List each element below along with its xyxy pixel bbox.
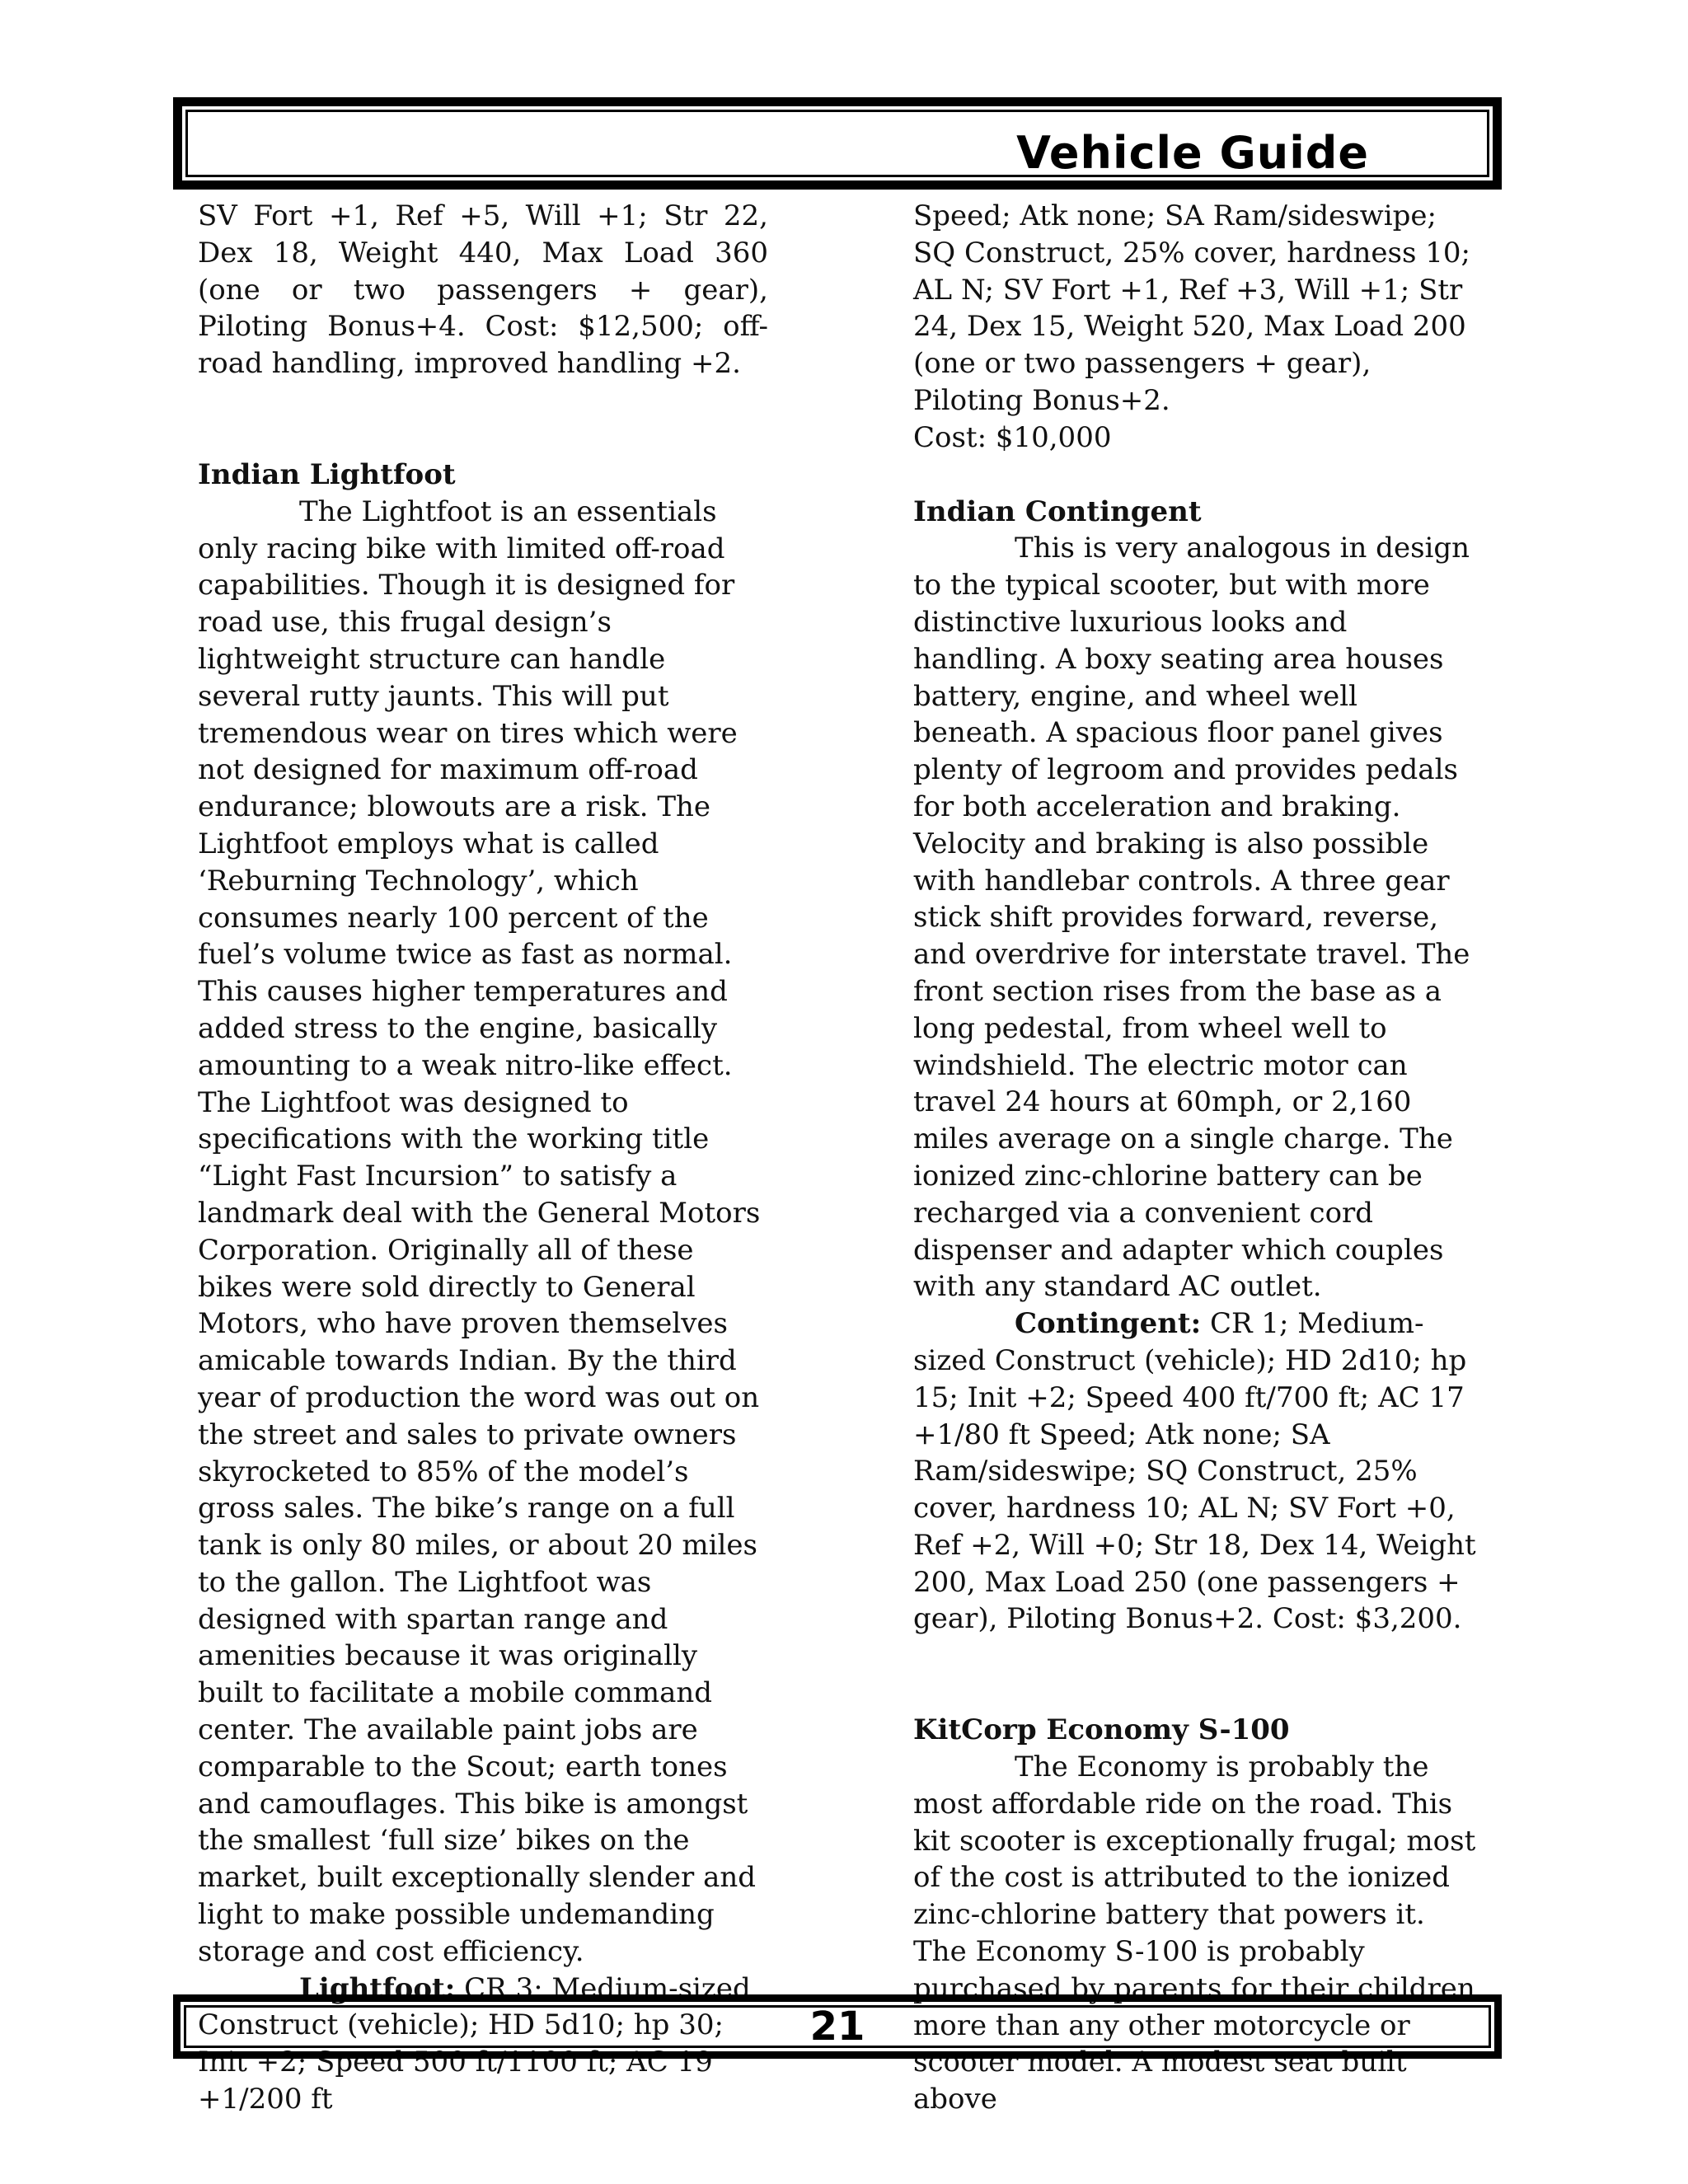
section-heading-kitcorp-economy: KitCorp Economy S-100: [913, 1713, 1290, 1747]
lightfoot-stat-text: CR 3; Medium-sized Construct (vehicle); HD 5d10; hp 30; Init +2; Speed 500 ft/1100 ft; AC 19 +1/200 ft: [198, 1971, 751, 2116]
section-heading-indian-contingent: Indian Contingent: [913, 494, 1202, 528]
lightfoot-description: The Lightfoot is an essentials only racing bike with limited off-road capabilities. Though it is designed for road use, this frugal design’s lightweight structure can handle several rutty jaunts. This will put tremendous wear on tires which were not designed for maximum off-road endurance; blowouts are a risk. The Lightfoot employs what is called ‘Reburning Technology’, which consumes nearly 100 percent of the fuel’s volume twice as fast as normal. This causes higher temperatures and added stress to the engine, basically amounting to a weak nitro-like effect. The Lightfoot was designed to specifications with the working title “Light Fast Incursion” to satisfy a landmark deal with the General Motors Corporation. Originally all of these bikes were sold directly to General Motors, who have proven themselves amicable towards Indian. By the third year of production the word was out on the street and sales to private owners skyrocketed to 85% of the model’s gross sales. The bike’s range on a full tank is only 80 miles, or about 20 miles to the gallon. The Lightfoot was designed with spartan range and amenities because it was originally built to facilitate a mobile command center. The available paint jobs are comparable to the Scout; earth tones and camouflages. This bike is amongst the smallest ‘full size’ bikes on the market, built exceptionally slender and light to make possible undemanding storage and cost efficiency.: [198, 494, 761, 1968]
continued-cost: Cost: $10,000: [913, 420, 1112, 454]
header-banner: [173, 97, 1502, 190]
contingent-stat-text: CR 1; Medium-sized Construct (vehicle); HD 2d10; hp 15; Init +2; Speed 400 ft/700 ft; AC 17 +1/80 ft Speed; Atk none; SA Ram/sideswipe; SQ Construct, 25% cover, hardness 10; AL N; SV Fort +0, Ref +2, Will +0; Str 18, Dex 14, Weight 200, Max Load 250 (one passengers + gear), Piloting Bonus+2. Cost: $3,200.: [913, 1307, 1476, 1636]
right-column: [913, 198, 1484, 2118]
contingent-description: This is very analogous in design to the typical scooter, but with more distinctive luxurious looks and handling. A boxy seating area houses battery, engine, and wheel well beneath. A spacious floor panel gives plenty of legroom and provides pedals for both acceleration and braking. Velocity and braking is also possible with handlebar controls. A three gear stick shift provides forward, reverse, and overdrive for interstate travel. The front section rises from the base as a long pedestal, from wheel well to windshield. The electric motor can travel 24 hours at 60mph, or 2,160 miles average on a single charge. The ionized zinc-chlorine battery can be recharged via a convenient cord dispenser and adapter which couples with any standard AC outlet.: [913, 532, 1470, 1304]
economy-description: The Economy is probably the most affordable ride on the road. This kit scooter is exceptionally frugal; most of the cost is attributed to the ionized zinc-chlorine battery that powers it. The Economy S-100 is probably purchased by parents for their children more than any other motorcycle or scooter model. A modest seat built above: [913, 1750, 1476, 2116]
continued-stat-block: Speed; Atk none; SA Ram/sideswipe; SQ Construct, 25% cover, hardness 10; AL N; SV Fort +1, Ref +3, Will +1; Str 24, Dex 15, Weight 520, Max Load 200 (one or two passengers + gear), Piloting Bonus+2.: [913, 199, 1470, 417]
left-column: [198, 198, 768, 2118]
continued-stat-block: SV Fort +1, Ref +5, Will +1; Str 22, Dex 18, Weight 440, Max Load 360 (one or two passengers + gear), Piloting Bonus+4. Cost: $12,500; off-road handling, improved handling +2.: [198, 199, 768, 381]
section-heading-indian-lightfoot: Indian Lightfoot: [198, 457, 456, 491]
footer-banner: [173, 1994, 1502, 2059]
page-header-title: Vehicle Guide: [1016, 127, 1369, 179]
contingent-stat-block: [913, 1305, 1484, 1638]
page-number: 21: [809, 2004, 865, 2050]
contingent-stat-label: Contingent:: [1015, 1307, 1202, 1341]
lightfoot-stat-label: Lightfoot:: [299, 1971, 456, 2005]
